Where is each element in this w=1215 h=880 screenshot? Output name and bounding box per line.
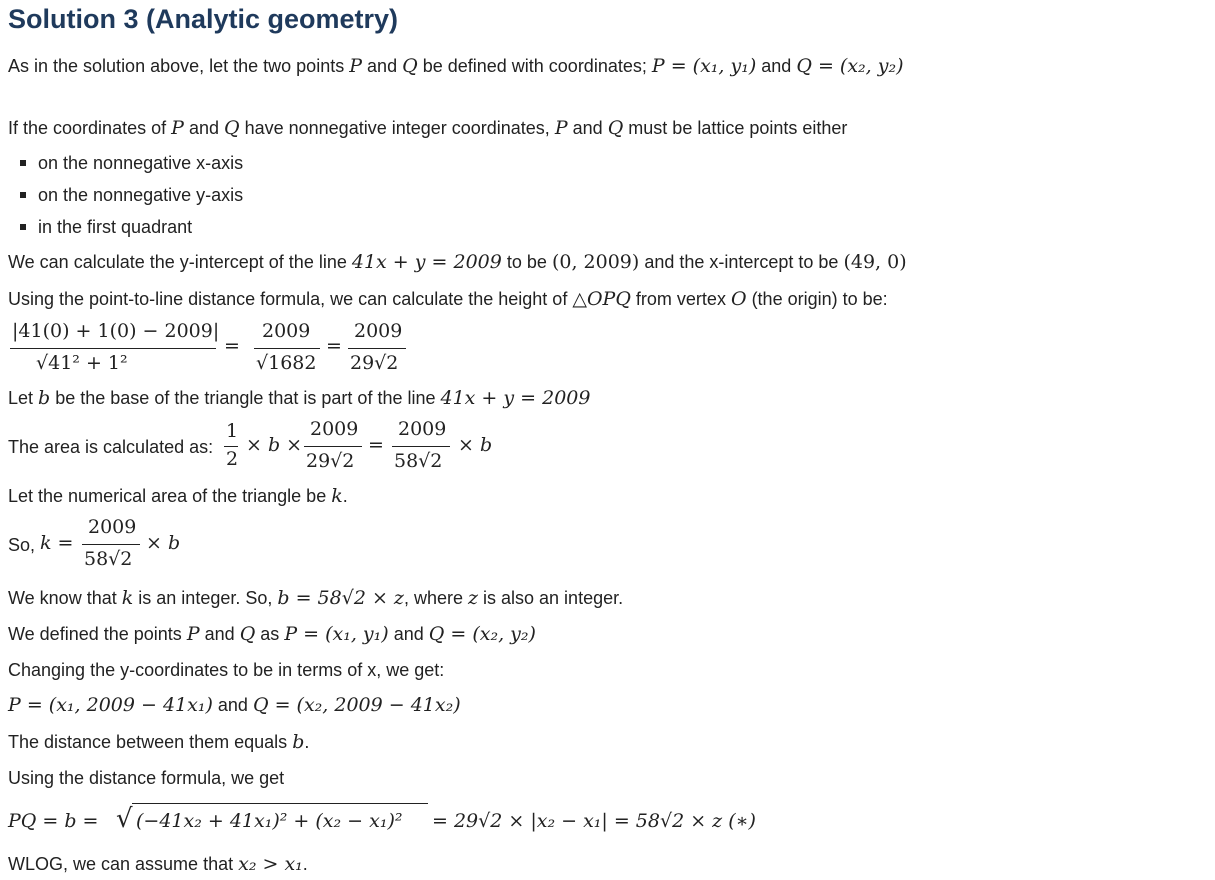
text: (the origin) to be: (751, 289, 888, 309)
pq-equals: PQ = b = (8, 810, 99, 832)
math-P: P (349, 55, 363, 77)
points-paragraph (8, 622, 536, 646)
fraction-numerator: 2009 (310, 418, 359, 440)
fraction-denominator: 58√2 (394, 450, 443, 472)
substitution-paragraph (8, 658, 444, 682)
text: and (367, 56, 398, 76)
math-z: z (467, 587, 478, 609)
text: We know that (8, 588, 117, 608)
text: and (204, 624, 235, 644)
text: is an integer. So, (138, 588, 273, 608)
fraction-denominator: 2 (226, 448, 239, 470)
text: to be (506, 252, 547, 272)
fraction-numerator: 2009 (398, 418, 447, 440)
intercept-paragraph (8, 250, 907, 274)
math-x-intercept: (49, 0) (843, 251, 907, 273)
math-Q: Q (607, 117, 624, 139)
section-heading: Solution 3 (Analytic geometry) (8, 4, 399, 34)
math-P-def: P = (x₁, y₁) (284, 623, 389, 645)
text: have nonnegative integer coordinates, (244, 118, 550, 138)
radicand: (−41x₂ + 41x₁)² + (x₂ − x₁)² (136, 810, 403, 832)
fraction-bar (392, 446, 450, 447)
math-Q-def2: Q = (x₂, 2009 − 41x₂) (252, 694, 461, 716)
math-Q: Q (224, 117, 240, 139)
text: and (572, 118, 603, 138)
lattice-paragraph (8, 116, 847, 140)
math-O: O (730, 288, 747, 310)
fraction-denominator: √41² + 1² (36, 352, 128, 374)
base-paragraph (8, 386, 590, 410)
text: Let (8, 388, 34, 408)
text: WLOG, we can assume that (8, 854, 234, 874)
fraction-bar (304, 446, 362, 447)
math-line: 41x + y = 2009 (440, 387, 591, 409)
times-b: × b (458, 434, 493, 456)
fraction-numerator: |41(0) + 1(0) − 2009| (12, 320, 220, 342)
math-b-equation: b = 58√2 × z (277, 587, 404, 609)
fraction-numerator: 2009 (88, 516, 137, 538)
fraction-bar (254, 348, 320, 349)
text: The distance between them equals (8, 732, 288, 752)
fraction-denominator: 29√2 (350, 352, 399, 374)
text: , where (403, 588, 463, 608)
fraction-bar (224, 446, 238, 447)
text: So, (8, 535, 36, 555)
math-triangle: △OPQ (572, 288, 631, 310)
distance-b-paragraph: The distance between them equals b. (8, 731, 310, 753)
math-line: 41x + y = 2009 (351, 251, 502, 273)
equals-sign: = (326, 335, 342, 357)
math-P: P (171, 117, 184, 139)
k-equals: k = (40, 532, 74, 554)
text: We defined the points (8, 624, 182, 644)
text: The area is calculated as: (8, 437, 214, 457)
text: be defined with coordinates; (422, 56, 647, 76)
equals-sign: = (368, 434, 384, 456)
integer-paragraph (8, 586, 623, 610)
fraction-denominator: 29√2 (306, 450, 355, 472)
text: be the base of the triangle that is part of the line (55, 388, 436, 408)
math-b: b (292, 731, 305, 753)
text: is also an integer. (483, 588, 624, 608)
math-Q-def: Q = (x₂, y₂) (428, 623, 536, 645)
fraction-bar (82, 544, 140, 545)
fraction-bar (10, 348, 216, 349)
fraction-numerator: 1 (226, 420, 239, 442)
fraction-denominator: √1682 (256, 352, 317, 374)
text: As in the solution above, let the two points (8, 56, 345, 76)
text: and (761, 56, 792, 76)
math-P: P (186, 623, 200, 645)
text: from vertex (635, 289, 726, 309)
math-P-def2: P = (x₁, 2009 − 41x₁) (8, 694, 213, 716)
text: Let the numerical area of the triangle be (8, 486, 327, 506)
list-item: on the nonnegative x-axis (20, 150, 243, 182)
intro-paragraph (8, 54, 904, 78)
text: If the coordinates of (8, 118, 167, 138)
math-wlog: x₂ > x₁ (238, 853, 303, 875)
math-Q: Q (402, 55, 418, 77)
text: and the x-intercept to be (644, 252, 839, 272)
distance-formula-paragraph (8, 766, 284, 790)
math-b: b (38, 387, 51, 409)
equals-sign: = (224, 335, 240, 357)
text: and (188, 118, 219, 138)
math-P-def: P = (x₁, y₁) (651, 55, 757, 77)
fraction-bar (348, 348, 406, 349)
area-k-paragraph: Let the numerical area of the triangle be k. (8, 485, 348, 507)
text: and (393, 624, 424, 644)
text: Using the distance formula, we get (8, 768, 285, 788)
radical-bar (132, 803, 428, 804)
times-b-times: × b × (246, 434, 303, 456)
radical-sign: √ (116, 804, 133, 834)
list-item: on the nonnegative y-axis (20, 182, 243, 214)
distance-paragraph (8, 287, 888, 311)
math-y-intercept: (0, 2009) (551, 251, 640, 273)
text: We can calculate the y-intercept of the line (8, 252, 347, 272)
text: Changing the y-coordinates to be in terms of x, we get: (8, 660, 445, 680)
math-P: P (554, 117, 568, 139)
math-k: k (121, 587, 134, 609)
math-k: k (331, 485, 343, 507)
text: as (260, 624, 280, 644)
list-item: in the first quadrant (20, 214, 243, 246)
wlog-paragraph: WLOG, we can assume that x₂ > x₁. (8, 853, 308, 875)
fraction-denominator: 58√2 (84, 548, 133, 570)
math-Q: Q (239, 623, 256, 645)
points-xform-paragraph (8, 693, 461, 717)
text: must be lattice points either (628, 118, 848, 138)
text: and (217, 695, 248, 715)
bullet-list (20, 150, 243, 246)
fraction-numerator: 2009 (354, 320, 403, 342)
math-Q-def: Q = (x₂, y₂) (796, 55, 904, 77)
fraction-numerator: 2009 (262, 320, 311, 342)
times-b: × b (146, 532, 181, 554)
text: Using the point-to-line distance formula, we can calculate the height of (8, 289, 568, 309)
distance-result: = 29√2 × |x₂ − x₁| = 58√2 × z (∗) (432, 810, 756, 832)
